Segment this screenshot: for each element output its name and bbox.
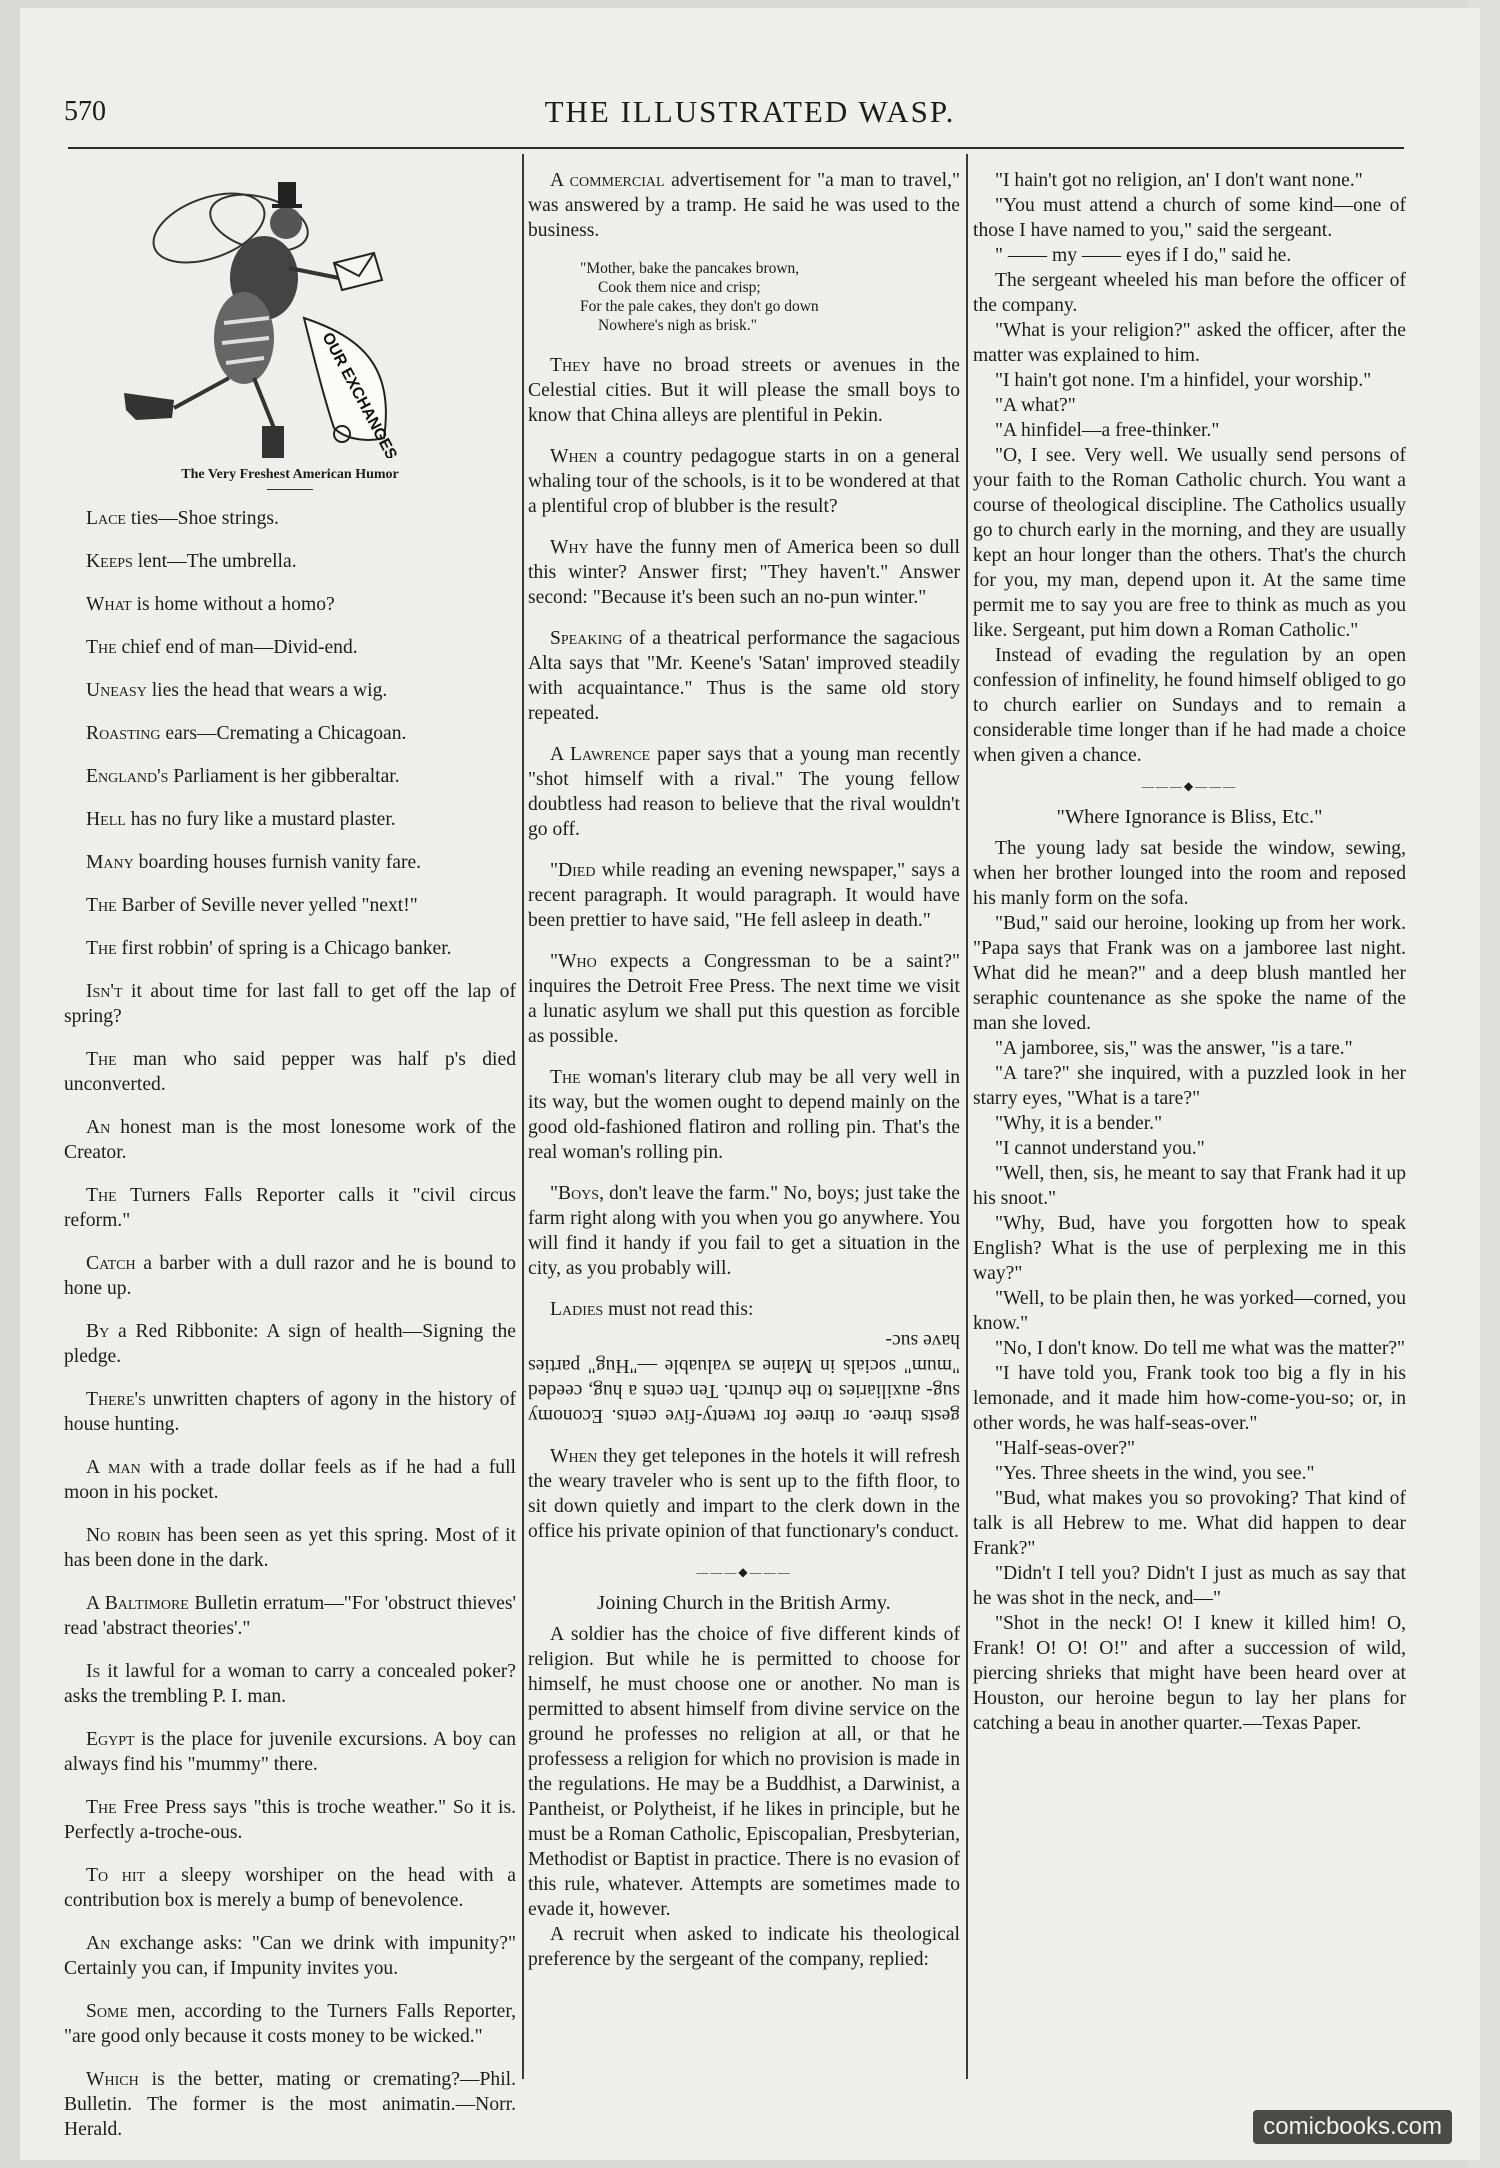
item bbox=[64, 1863, 516, 1913]
item bbox=[64, 1319, 516, 1369]
item-lead: Is bbox=[86, 1661, 101, 1682]
page-number: 570 bbox=[64, 96, 106, 127]
item-text: of a theatrical performance the sagacious Alta says that "Mr. Keene's 'Satan' improved steadily with acquaintance." Thus is the same old story repeated. bbox=[528, 628, 960, 724]
item-text: Barber of Seville never yelled "next!" bbox=[116, 895, 418, 916]
item bbox=[528, 858, 960, 933]
item-lead: England's bbox=[86, 766, 169, 787]
item-lead: A commercial bbox=[550, 170, 665, 191]
item-lead: Which bbox=[86, 2069, 139, 2090]
item-lead: The bbox=[86, 895, 117, 916]
item-text: men, according to the Turners Falls Reporter, "are good only because it costs money to be wicked." bbox=[64, 2001, 516, 2047]
item-text: man who said pepper was half p's died unconverted. bbox=[64, 1049, 516, 1095]
item-text: unwritten chapters of agony in the history of house hunting. bbox=[64, 1389, 516, 1435]
jokes-list bbox=[64, 506, 516, 2142]
item bbox=[64, 850, 516, 875]
item-lead: Hell bbox=[86, 809, 126, 830]
item bbox=[64, 1115, 516, 1165]
item-lead: What bbox=[86, 594, 132, 615]
paragraph: Instead of evading the regulation by an open confession of infinelity, he found himself obliged to go to church earlier on Sundays and to remain a considerable time longer than if he had made a choice when given a chance. bbox=[973, 645, 1406, 766]
item bbox=[528, 626, 960, 726]
item bbox=[64, 592, 516, 617]
item-text: woman's literary club may be all very well in its way, but the women ought to depend mainly on the good old-fashioned flatiron and rolling pin. That's the real woman's rolling pin. bbox=[528, 1067, 960, 1163]
paragraph: "A hinfidel—a free-thinker." bbox=[995, 420, 1220, 441]
paragraph: "O, I see. Very well. We usually send persons of your faith to the Roman Catholic church. You want a course of theological discipline. The Catholics usually go to church early in the morning, and they are usually kept an hour longer than the others. That's the church for you, my man, depend upon it. At the same time permit me to say you are free to think as much as you like. Sergeant, put him down a Roman Catholic." bbox=[973, 445, 1406, 641]
page bbox=[20, 8, 1480, 2160]
item-text: paper says that a young man recently "shot himself with a rival." The young fellow doubtless had reason to believe that the rival wouldn't go off. bbox=[528, 744, 961, 840]
item-lead: Many bbox=[86, 852, 134, 873]
item-lead: The bbox=[86, 938, 117, 959]
paragraph: "Yes. Three sheets in the wind, you see." bbox=[995, 1463, 1315, 1484]
item-lead: The bbox=[86, 1797, 117, 1818]
verse-line: Nowhere's nigh as brisk." bbox=[598, 317, 757, 334]
item-text: Bulletin erratum—"For 'obstruct thieves' read 'abstract theories'." bbox=[64, 1593, 516, 1639]
item-lead: Keeps bbox=[86, 551, 133, 572]
item bbox=[64, 1183, 516, 1233]
item bbox=[64, 678, 516, 703]
item-text: it about time for last fall to get off the lap of spring? bbox=[64, 981, 516, 1027]
item-lead: Why bbox=[550, 537, 589, 558]
item bbox=[64, 979, 516, 1029]
item-text: is the better, mating or cremating?—Phil. Bulletin. The former is the most animatin.—Norr. Herald. bbox=[64, 2069, 516, 2140]
item-text: lies the head that wears a wig. bbox=[146, 680, 388, 701]
paragraph: "I cannot understand you." bbox=[995, 1138, 1205, 1159]
paragraph: "Why, Bud, have you forgotten how to speak English? What is the use of perplexing me in this way?" bbox=[973, 1213, 1406, 1284]
item bbox=[528, 535, 960, 610]
item bbox=[64, 1931, 516, 1981]
item bbox=[528, 444, 960, 519]
paragraph: "Half-seas-over?" bbox=[995, 1438, 1136, 1459]
item-text: exchange asks: "Can we drink with impunity?" Certainly you can, if Impunity invites you. bbox=[64, 1933, 516, 1979]
section-ornament: ———◆——— bbox=[696, 1565, 792, 1579]
item-text: lent—The umbrella. bbox=[132, 551, 297, 572]
item bbox=[64, 893, 516, 918]
item bbox=[64, 721, 516, 746]
item bbox=[64, 764, 516, 789]
item-text: a country pedagogue starts in on a general whaling tour of the schools, is it to be wondered at that a plentiful crop of blubber is the result? bbox=[528, 446, 960, 517]
paragraph: "A tare?" she inquired, with a puzzled look in her starry eyes, "What is a tare?" bbox=[973, 1063, 1406, 1109]
item-text: a barber with a dull razor and he is bound to hone up. bbox=[64, 1253, 516, 1299]
item-lead: An bbox=[86, 1933, 111, 1954]
item-lead: A Lawrence bbox=[550, 744, 651, 765]
item bbox=[64, 1455, 516, 1505]
item-lead: "Died bbox=[550, 860, 596, 881]
item-text: boarding houses furnish vanity fare. bbox=[133, 852, 422, 873]
paragraph: "Bud, what makes you so provoking? That kind of talk is all Hebrew to me. What did happen to dear Frank?" bbox=[973, 1488, 1406, 1559]
column-divider bbox=[522, 154, 524, 2079]
item-lead: Speaking bbox=[550, 628, 623, 649]
upside-down-text: gests three. or three for twenty-five cents. Economy sug- auxiliaries to the church. Ten cents a hug, ceeded "mum" socials in Maine as valuable —"Hug" parties have suc- bbox=[528, 1330, 960, 1426]
item bbox=[64, 1387, 516, 1437]
item-lead: An bbox=[86, 1117, 111, 1138]
item bbox=[64, 1047, 516, 1097]
verse-line: For the pale cakes, they don't go down bbox=[580, 298, 819, 315]
item bbox=[64, 1659, 516, 1709]
item bbox=[64, 1999, 516, 2049]
item bbox=[528, 1065, 960, 1165]
item bbox=[64, 1251, 516, 1301]
paragraph: "I hain't got none. I'm a hinfidel, your worship." bbox=[995, 370, 1372, 391]
item-lead: Catch bbox=[86, 1253, 136, 1274]
verse-line: "Mother, bake the pancakes brown, bbox=[580, 260, 800, 277]
verse bbox=[580, 259, 960, 335]
ladies-item: Ladies must not read this: bbox=[550, 1299, 754, 1320]
item-text: has been seen as yet this spring. Most of it has been done in the dark. bbox=[64, 1525, 516, 1571]
item-text: a sleepy worshiper on the head with a contribution box is merely a bump of benevolence. bbox=[64, 1865, 516, 1911]
item-lead: The bbox=[86, 1185, 117, 1206]
item-lead: The bbox=[86, 1049, 117, 1070]
item-lead: The bbox=[86, 637, 117, 658]
item-text: have the funny men of America been so dull this winter? Answer first; "They haven't." Answer second: "Because it's been such an no-pun winter." bbox=[528, 537, 960, 608]
item-lead: "Boys, bbox=[550, 1183, 604, 1204]
paragraph: "Shot in the neck! O! I knew it killed him! O, Frank! O! O! O!" and after a succession of wild, piercing shrieks that might have been heard over at Houston, our heroine begun to lay her plans for catching a beau in another quarter.—Texas Paper. bbox=[973, 1613, 1406, 1734]
item-text: chief end of man—Divid-end. bbox=[116, 637, 358, 658]
paragraph: A recruit when asked to indicate his theological preference by the sergeant of the company, replied: bbox=[528, 1924, 960, 1970]
item-lead: Lace bbox=[86, 508, 126, 529]
paragraph: A soldier has the choice of five different kinds of religion. But while he is permitted to choose for himself, he must choose one or another. No man is permitted to absent himself from divine service on the ground he professes no religion at all, or that he professess a religion for which no provision is made in the regulations. He may be a Buddhist, a Darwinist, a Pantheist, or Polytheist, if he likes in principle, but he must be a Roman Catholic, Episcopalian, Presbyterian, Methodist or Baptist in practice. There is no evasion of this rule, whatever. Attempts are sometimes made to evade it, however. bbox=[528, 1624, 960, 1920]
item-lead: A man bbox=[86, 1457, 141, 1478]
item-lead: They bbox=[550, 355, 591, 376]
bliss-heading: "Where Ignorance is Bliss, Etc." bbox=[1056, 806, 1323, 828]
paragraph: "I have told you, Frank took too big a fly in his lemonade, and it made him how-come-you-so; or, in other words, he was half-seas-over." bbox=[973, 1363, 1406, 1434]
verse-line: Cook them nice and crisp; bbox=[598, 279, 761, 296]
illustration-caption: The Very Freshest American Humor bbox=[181, 467, 399, 482]
item bbox=[64, 2067, 516, 2142]
item-text: has no fury like a mustard plaster. bbox=[125, 809, 396, 830]
caption-rule bbox=[267, 489, 313, 490]
watermark: comicbooks.com bbox=[1253, 2110, 1452, 2144]
item-text: Turners Falls Reporter calls it "civil circus reform." bbox=[64, 1185, 516, 1231]
paragraph: "A jamboree, sis," was the answer, "is a tare." bbox=[995, 1038, 1353, 1059]
paragraph: The young lady sat beside the window, sewing, when her brother lounged into the room and reposed his manly form on the sofa. bbox=[973, 838, 1406, 909]
header-rule bbox=[68, 147, 1404, 149]
item-lead: By bbox=[86, 1321, 110, 1342]
page-title: THE ILLUSTRATED WASP. bbox=[544, 94, 956, 129]
item-text: a Red Ribbonite: A sign of health—Signing the pledge. bbox=[64, 1321, 516, 1367]
item bbox=[64, 1727, 516, 1777]
paragraph: "I hain't got no religion, an' I don't want none." bbox=[995, 170, 1363, 191]
item-lead: When bbox=[550, 446, 598, 467]
column-1 bbox=[64, 168, 516, 2160]
paragraph: The sergeant wheeled his man before the officer of the company. bbox=[973, 270, 1406, 316]
item-text: have no broad streets or avenues in the Celestial cities. But it will please the small boys to know that China alleys are plentiful in Pekin. bbox=[528, 355, 960, 426]
paragraph: "A what?" bbox=[995, 395, 1076, 416]
item-text: Parliament is her gibberaltar. bbox=[168, 766, 400, 787]
item-text: is home without a homo? bbox=[131, 594, 335, 615]
item-text: Free Press says "this is troche weather." So it is. Perfectly a-troche-ous. bbox=[64, 1797, 516, 1843]
item bbox=[528, 168, 960, 243]
item-lead: No robin bbox=[86, 1525, 161, 1546]
item-text: ties—Shoe strings. bbox=[125, 508, 279, 529]
telephone-item: When they get telepones in the hotels it will refresh the weary traveler who is sent up to the fifth floor, to sit down quietly and impart to the clerk down in the office his private opinion of that functionary's conduct. bbox=[528, 1446, 960, 1542]
item bbox=[64, 1795, 516, 1845]
column-3 bbox=[973, 168, 1406, 1736]
wasp-illustration bbox=[64, 168, 516, 458]
item-text: is the place for juvenile excursions. A boy can always find his "mummy" there. bbox=[64, 1729, 516, 1775]
item-text: it lawful for a woman to carry a concealed poker? asks the trembling P. I. man. bbox=[64, 1661, 516, 1707]
item-lead: Some bbox=[86, 2001, 129, 2022]
item-text: while reading an evening newspaper," says a recent paragraph. It would paragraph. It would have been prettier to have said, "He fell asleep in death." bbox=[528, 860, 960, 931]
item bbox=[528, 742, 960, 842]
joining-continued bbox=[973, 168, 1406, 768]
paragraph: " —— my —— eyes if I do," said he. bbox=[995, 245, 1292, 266]
item-text: don't leave the farm." No, boys; just take the farm right along with you when you go anywhere. You will find it handy if you fail to get a situation in the city, as you probably will. bbox=[528, 1183, 960, 1279]
paragraph: "No, I don't know. Do tell me what was the matter?" bbox=[995, 1338, 1406, 1359]
paragraph: "You must attend a church of some kind—one of those I have named to you," said the sergeant. bbox=[973, 195, 1406, 241]
item bbox=[64, 549, 516, 574]
item bbox=[64, 807, 516, 832]
item-lead: There's bbox=[86, 1389, 146, 1410]
item-lead: Isn't bbox=[86, 981, 123, 1002]
item-lead: A Baltimore bbox=[86, 1593, 189, 1614]
item bbox=[528, 949, 960, 1049]
paragraph: "Bud," said our heroine, looking up from her work. "Papa says that Frank was on a jamboree last night. What did he mean?" and a deep blush mantled her seraphic countenance as she spoke the name of the man she loved. bbox=[973, 913, 1406, 1034]
column-2 bbox=[528, 168, 960, 1972]
item-text: advertisement for "a man to travel," was answered by a tramp. He said he was used to the business. bbox=[528, 170, 960, 241]
item bbox=[528, 1181, 960, 1281]
item-lead: To hit bbox=[86, 1865, 146, 1886]
item-lead: "Who bbox=[550, 951, 597, 972]
item-lead: Uneasy bbox=[86, 680, 147, 701]
banner-text: OUR EXCHANGES bbox=[318, 329, 400, 458]
item bbox=[64, 936, 516, 961]
item bbox=[64, 1591, 516, 1641]
paragraph: "Why, it is a bender." bbox=[995, 1113, 1163, 1134]
section-ornament: ———◆——— bbox=[1141, 779, 1238, 793]
item-lead: The bbox=[550, 1067, 581, 1088]
joining-heading: Joining Church in the British Army. bbox=[597, 1592, 891, 1614]
item bbox=[64, 635, 516, 660]
item-lead: Roasting bbox=[86, 723, 161, 744]
paragraph: "Didn't I tell you? Didn't I just as much as say that he was shot in the neck, and—" bbox=[973, 1563, 1406, 1609]
paragraph: "What is your religion?" asked the officer, after the matter was explained to him. bbox=[973, 320, 1406, 366]
column-divider bbox=[966, 154, 968, 2079]
item-text: honest man is the most lonesome work of the Creator. bbox=[64, 1117, 516, 1163]
item bbox=[64, 1523, 516, 1573]
item-text: with a trade dollar feels as if he had a full moon in his pocket. bbox=[64, 1457, 516, 1503]
item-lead: Egypt bbox=[86, 1729, 135, 1750]
item bbox=[528, 353, 960, 428]
paragraph: "Well, to be plain then, he was yorked—corned, you know." bbox=[973, 1288, 1406, 1334]
items-middle bbox=[528, 353, 960, 1281]
item-text: expects a Congressman to be a saint?" inquires the Detroit Free Press. The next time we visit a lunatic asylum we shall put this question as forcible as possible. bbox=[528, 951, 960, 1047]
items-top bbox=[528, 168, 960, 243]
item-text: first robbin' of spring is a Chicago banker. bbox=[116, 938, 452, 959]
item-text: ears—Cremating a Chicagoan. bbox=[160, 723, 407, 744]
item bbox=[64, 506, 516, 531]
paragraph: "Well, then, sis, he meant to say that Frank had it up his snoot." bbox=[973, 1163, 1406, 1209]
bliss-story bbox=[973, 836, 1406, 1736]
